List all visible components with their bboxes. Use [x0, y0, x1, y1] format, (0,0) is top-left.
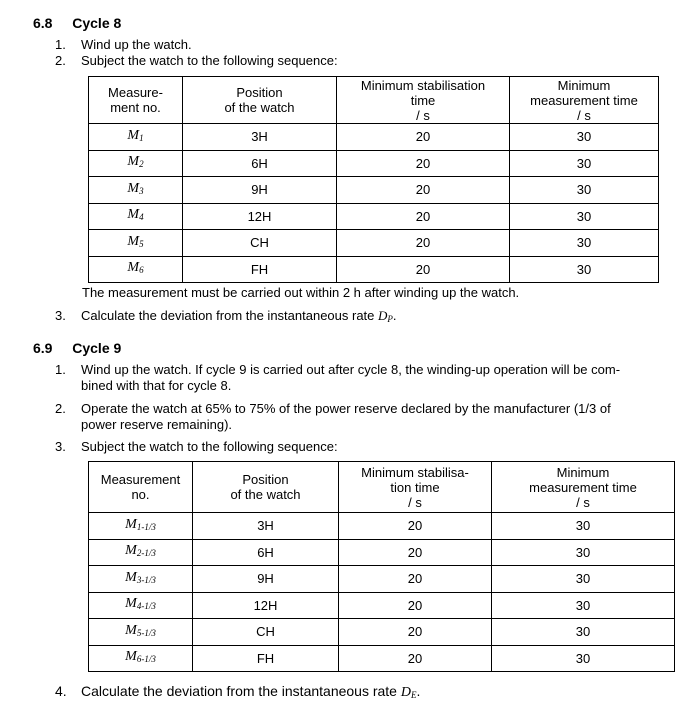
measurement-time-cell: 30: [492, 619, 675, 646]
position-cell: CH: [193, 619, 339, 646]
step-text-line-1: Wind up the watch. If cycle 9 is carried out after cycle 8, the winding-up operation will be com-: [81, 362, 621, 377]
stabilisation-time-cell: 20: [339, 619, 492, 646]
step-2: [55, 53, 338, 69]
section-number: 6.8: [33, 15, 53, 31]
step-1: [55, 362, 621, 393]
step-text-line-1: Operate the watch at 65% to 75% of the power reserve declared by the manufacturer (1/3 of: [81, 401, 611, 416]
section-title: Cycle 8: [72, 15, 122, 31]
position-cell: FH: [183, 256, 337, 283]
step-text-line-2: power reserve remaining).: [81, 417, 233, 432]
measurement-time-cell: 30: [510, 203, 659, 230]
position-cell: 12H: [183, 203, 337, 230]
stabilisation-time-cell: 20: [339, 539, 492, 566]
stabilisation-time-cell: 20: [337, 177, 510, 204]
step-number: 1.: [55, 362, 66, 377]
stabilisation-time-cell: 20: [337, 150, 510, 177]
step-number: 3.: [55, 308, 66, 323]
table-row: [89, 256, 659, 283]
step-text: Calculate the deviation from the instantaneous rate $D_P$.: [81, 308, 397, 324]
step-number: 1.: [55, 37, 66, 52]
header-measurement-time: Minimum measurement time / s: [510, 77, 659, 124]
table-row: [89, 203, 659, 230]
position-cell: 12H: [193, 592, 339, 619]
step-3: [55, 308, 397, 324]
header-measurement-no: Measurement no.: [89, 462, 193, 513]
table-row: [89, 230, 659, 257]
step-4: [55, 683, 421, 700]
sequence-table-cycle-9: [88, 461, 675, 672]
table-row: [89, 539, 675, 566]
position-cell: 6H: [183, 150, 337, 177]
measurement-no-cell: $M_3$: [89, 177, 183, 204]
sequence-table-cycle-8: [88, 76, 659, 283]
measurement-time-cell: 30: [510, 230, 659, 257]
measurement-time-cell: 30: [510, 124, 659, 151]
stabilisation-time-cell: 20: [337, 203, 510, 230]
table-row: [89, 124, 659, 151]
header-measurement-no: Measure- ment no.: [89, 77, 183, 124]
position-cell: 3H: [193, 513, 339, 540]
position-cell: 9H: [193, 566, 339, 593]
step-text: Subject the watch to the following sequence:: [81, 53, 338, 68]
table-header-row: [89, 462, 675, 513]
header-position: Position of the watch: [193, 462, 339, 513]
measurement-time-cell: 30: [492, 592, 675, 619]
measurement-time-cell: 30: [492, 539, 675, 566]
measurement-no-cell: $M_{4-1/3}$: [89, 592, 193, 619]
stabilisation-time-cell: 20: [337, 124, 510, 151]
header-stabilisation-time: Minimum stabilisation time / s: [337, 77, 510, 124]
step-text: Calculate the deviation from the instantaneous rate $D_E$.: [81, 683, 421, 700]
section-6-9-heading: [33, 340, 121, 356]
stabilisation-time-cell: 20: [339, 645, 492, 672]
measurement-no-cell: $M_5$: [89, 230, 183, 257]
measurement-time-cell: 30: [492, 566, 675, 593]
table-row: [89, 619, 675, 646]
stabilisation-time-cell: 20: [339, 592, 492, 619]
measurement-no-cell: $M_{1-1/3}$: [89, 513, 193, 540]
position-cell: 3H: [183, 124, 337, 151]
step-number: 3.: [55, 439, 66, 454]
table-row: [89, 513, 675, 540]
table-row: [89, 566, 675, 593]
step-1: [55, 37, 192, 53]
measurement-time-cell: 30: [492, 645, 675, 672]
measurement-no-cell: $M_{3-1/3}$: [89, 566, 193, 593]
measurement-no-cell: $M_{6-1/3}$: [89, 645, 193, 672]
stabilisation-time-cell: 20: [339, 513, 492, 540]
step-text: Subject the watch to the following sequence:: [81, 439, 338, 454]
symbol-de: $D_E$: [400, 685, 417, 700]
step-number: 2.: [55, 401, 66, 416]
position-cell: 6H: [193, 539, 339, 566]
symbol-dp: $D_P$: [378, 308, 393, 324]
step-number: 2.: [55, 53, 66, 68]
step-number: 4.: [55, 683, 67, 699]
table-row: [89, 645, 675, 672]
position-cell: CH: [183, 230, 337, 257]
section-title: Cycle 9: [72, 340, 122, 356]
measurement-no-cell: $M_{5-1/3}$: [89, 619, 193, 646]
table-row: [89, 177, 659, 204]
measurement-no-cell: $M_1$: [89, 124, 183, 151]
step-2: [55, 401, 611, 432]
section-6-8-heading: [33, 15, 121, 31]
stabilisation-time-cell: 20: [339, 566, 492, 593]
header-stabilisation-time: Minimum stabilisa- tion time / s: [339, 462, 492, 513]
measurement-note: The measurement must be carried out within 2 h after winding up the watch.: [82, 285, 520, 300]
step-text-line-2: bined with that for cycle 8.: [81, 378, 232, 393]
position-cell: FH: [193, 645, 339, 672]
stabilisation-time-cell: 20: [337, 230, 510, 257]
step-text: Wind up the watch.: [81, 37, 192, 52]
measurement-no-cell: $M_6$: [89, 256, 183, 283]
header-position: Position of the watch: [183, 77, 337, 124]
measurement-no-cell: $M_{2-1/3}$: [89, 539, 193, 566]
table-row: [89, 592, 675, 619]
stabilisation-time-cell: 20: [337, 256, 510, 283]
table-row: [89, 150, 659, 177]
measurement-time-cell: 30: [510, 150, 659, 177]
measurement-time-cell: 30: [510, 177, 659, 204]
measurement-no-cell: $M_2$: [89, 150, 183, 177]
step-3: [55, 439, 338, 455]
measurement-time-cell: 30: [510, 256, 659, 283]
header-measurement-time: Minimum measurement time / s: [492, 462, 675, 513]
section-number: 6.9: [33, 340, 53, 356]
position-cell: 9H: [183, 177, 337, 204]
table-header-row: [89, 77, 659, 124]
measurement-time-cell: 30: [492, 513, 675, 540]
measurement-no-cell: $M_4$: [89, 203, 183, 230]
